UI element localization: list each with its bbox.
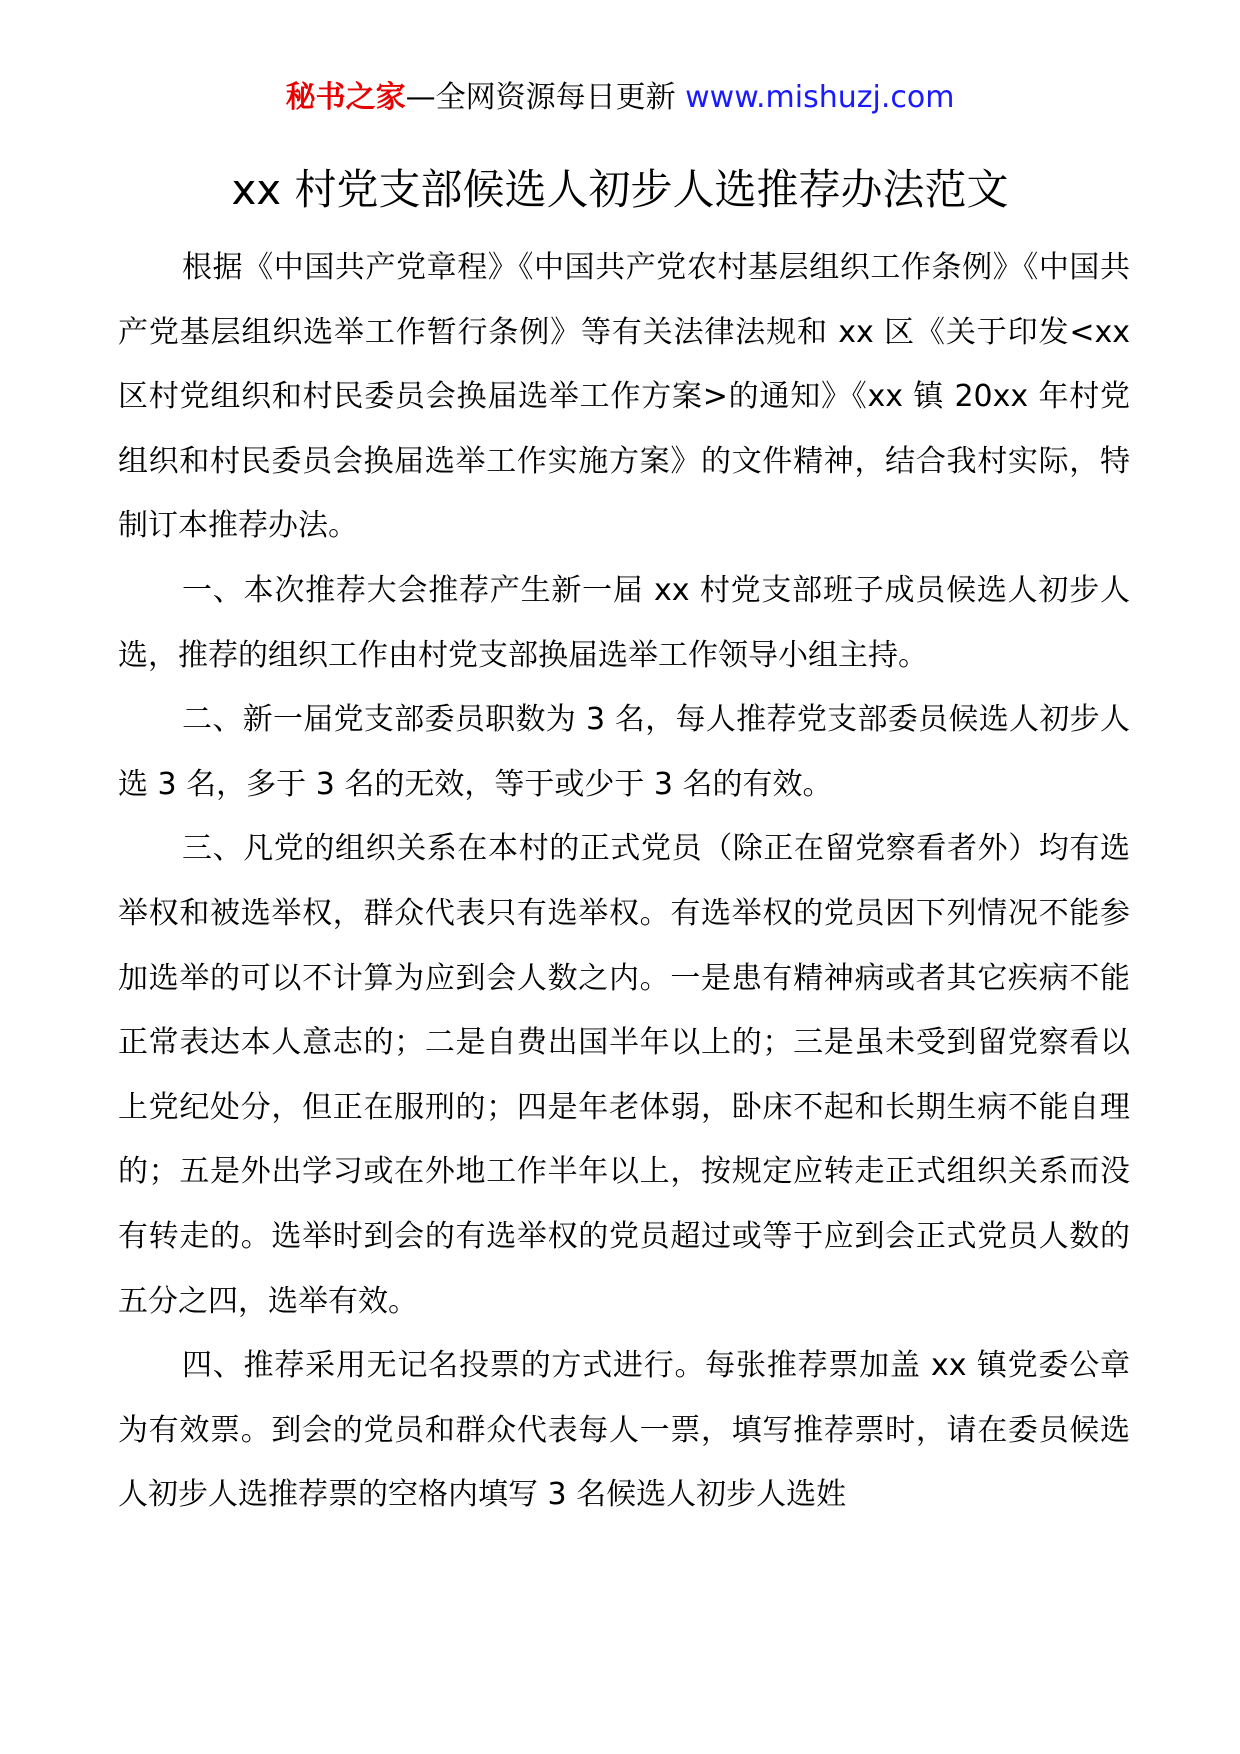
paragraph-article-2: 二、新一届党支部委员职数为 3 名，每人推荐党支部委员候选人初步人选 3 名，多于 3 名的无效，等于或少于 3 名的有效。 bbox=[118, 702, 1130, 802]
document-body bbox=[118, 236, 1130, 1528]
site-header bbox=[0, 78, 1240, 118]
site-tagline: —全网资源每日更新 bbox=[405, 80, 676, 115]
paragraph-article-3: 三、凡党的组织关系在本村的正式党员（除正在留党察看者外）均有选举权和被选举权，群众代表只有选举权。有选举权的党员因下列情况不能参加选举的可以不计算为应到会人数之内。一是患有精神病或者其它疾病不能正常表达本人意志的；二是自费出国半年以上的；三是虽未受到留党察看以上党纪处分，但正在服刑的；四是年老体弱，卧床不起和长期生病不能自理的；五是外出学习或在外地工作半年以上，按规定应转走正式组织关系而没有转走的。选举时到会的有选举权的党员超过或等于应到会正式党员人数的五分之四，选举有效。 bbox=[118, 831, 1130, 1319]
paragraph-intro: 根据《中国共产党章程》《中国共产党农村基层组织工作条例》《中国共产党基层组织选举工作暂行条例》等有关法律法规和 xx 区《关于印发<xx 区村党组织和村民委员会换届选举工作方案>的通知》《xx 镇 20xx 年村党组织和村民委员会换届选举工作实施方案》的文件精神，结合我村实际，特制订本推荐办法。 bbox=[118, 250, 1130, 544]
paragraph-article-1: 一、本次推荐大会推荐产生新一届 xx 村党支部班子成员候选人初步人选，推荐的组织工作由村党支部换届选举工作领导小组主持。 bbox=[118, 572, 1130, 673]
document-title: xx 村党支部候选人初步人选推荐办法范文 bbox=[231, 165, 1009, 214]
paragraph-article-4: 四、推荐采用无记名投票的方式进行。每张推荐票加盖 xx 镇党委公章为有效票。到会的党员和群众代表每人一票，填写推荐票时，请在委员候选人初步人选推荐票的空格内填写 3 名候选人初步人选姓 bbox=[118, 1348, 1130, 1513]
site-url-link[interactable]: www.mishuzj.com bbox=[685, 80, 955, 115]
site-brand: 秘书之家 bbox=[285, 80, 406, 115]
